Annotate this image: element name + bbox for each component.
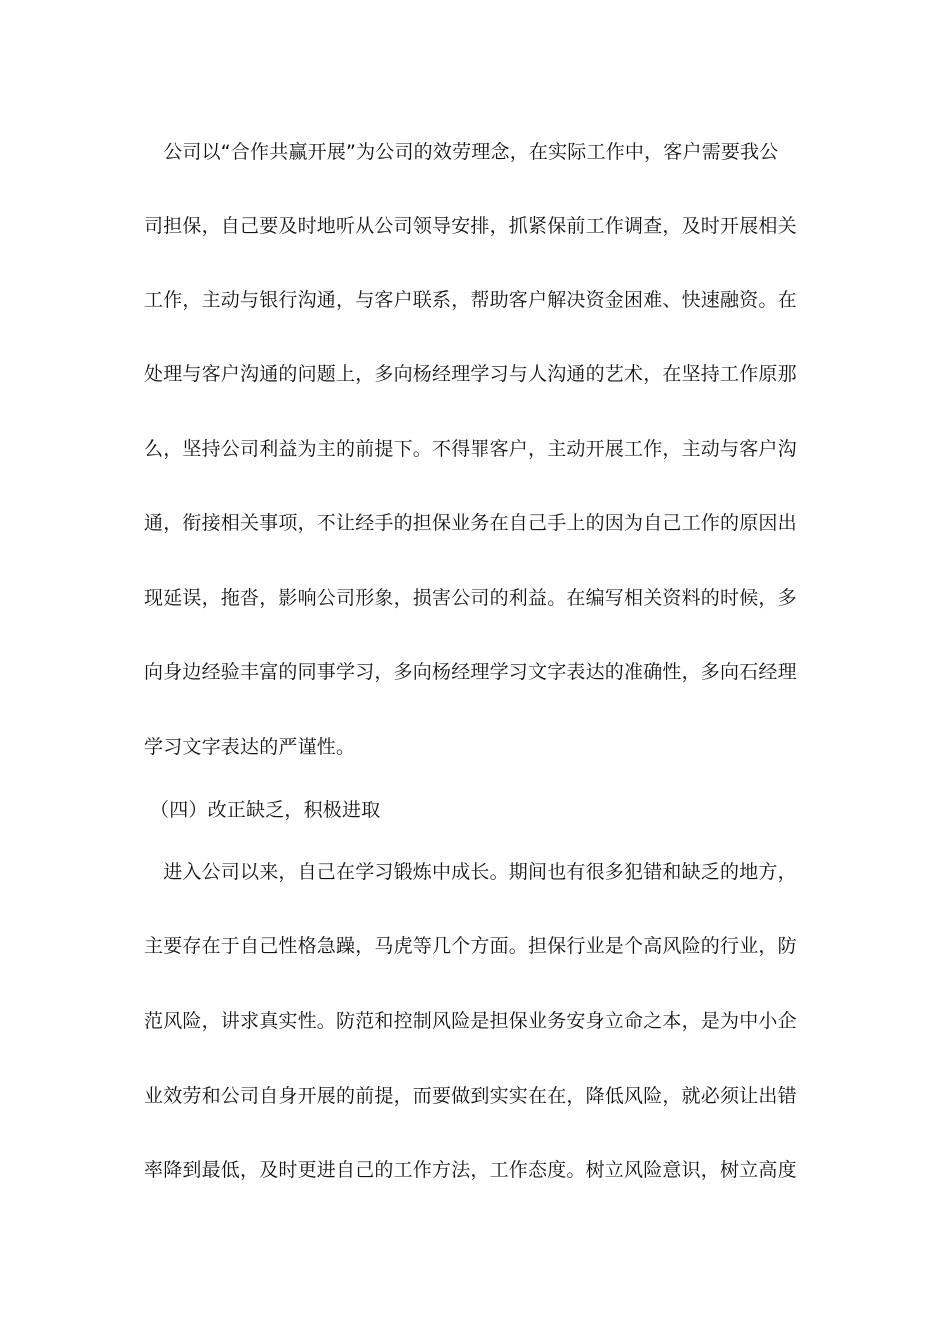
paragraph-2-line-2: 主要存在于自己性格急躁，马虎等几个方面。担保行业是个高风险的行业，防	[144, 935, 797, 957]
paragraph-2-line-3: 范风险，讲求真实性。防范和控制风险是担保业务安身立命之本，是为中小企	[144, 1010, 797, 1032]
paragraph-2-line-5: 率降到最低，及时更进自己的工作方法，工作态度。树立风险意识，树立高度	[144, 1159, 797, 1181]
paragraph-1-line-5: 么，坚持公司利益为主的前提下。不得罪客户，主动开展工作，主动与客户沟	[144, 438, 797, 460]
paragraph-1-line-4: 处理与客户沟通的问题上，多向杨经理学习与人沟通的艺术，在坚持工作原那	[144, 363, 797, 385]
paragraph-2-line-1: 进入公司以来，自己在学习锻炼中成长。期间也有很多犯错和缺乏的地方，	[144, 861, 797, 883]
paragraph-1-line-6: 通，衔接相关事项，不让经手的担保业务在自己手上的因为自己工作的原因出	[144, 512, 797, 534]
section-heading: （四）改正缺乏，积极进取	[150, 799, 381, 821]
paragraph-1-line-7: 现延误，拖沓，影响公司形象，损害公司的利益。在编写相关资料的时候，多	[144, 587, 797, 609]
paragraph-1-line-2: 司担保，自己要及时地听从公司领导安排，抓紧保前工作调查，及时开展相关	[144, 215, 797, 237]
paragraph-1-line-1: 公司以“合作共赢开展”为公司的效劳理念，在实际工作中，客户需要我公	[144, 141, 779, 163]
paragraph-1-line-8: 向身边经验丰富的同事学习，多向杨经理学习文字表达的准确性，多向石经理	[144, 661, 797, 683]
paragraph-2-line-4: 业效劳和公司自身开展的前提，而要做到实实在在，降低风险，就必须让出错	[144, 1085, 797, 1107]
paragraph-1-line-9: 学习文字表达的严谨性。	[144, 736, 356, 758]
paragraph-1-line-3: 工作，主动与银行沟通，与客户联系，帮助客户解决资金困难、快速融资。在	[144, 289, 797, 311]
